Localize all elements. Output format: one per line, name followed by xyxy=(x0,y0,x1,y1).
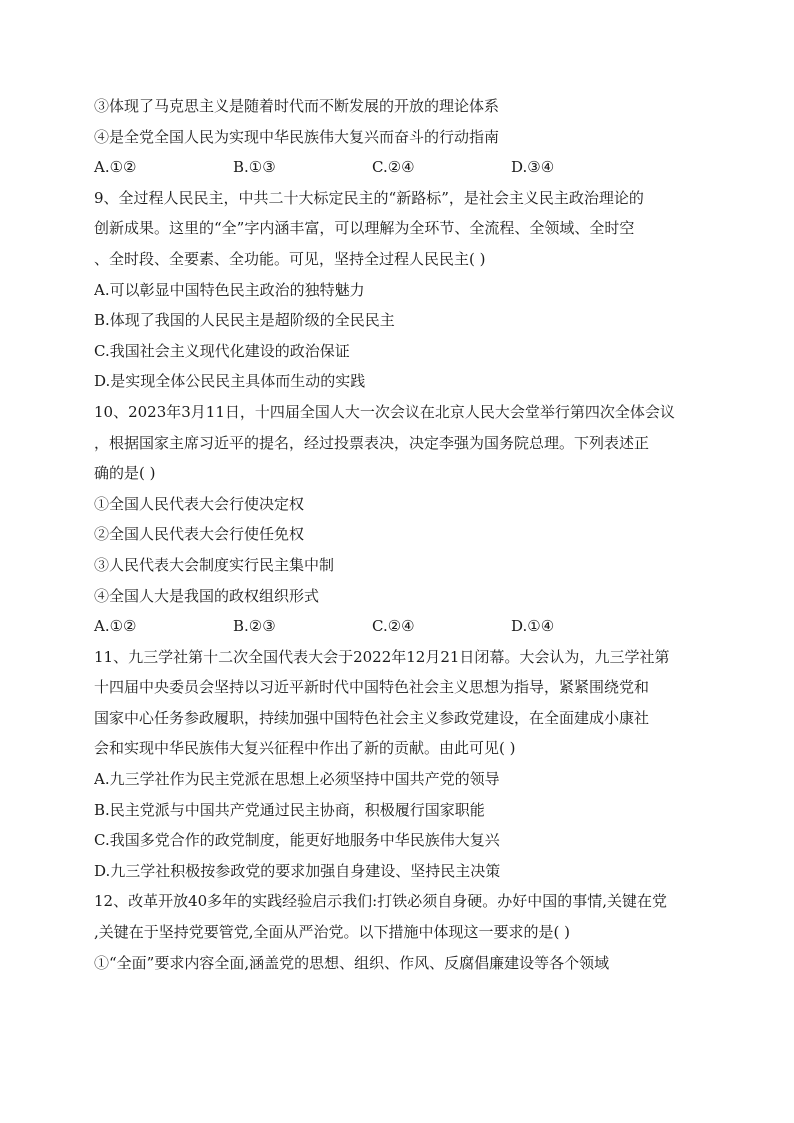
page-content xyxy=(94,91,704,978)
q12-statement-1: ①“全面”要求内容全面,涵盖党的思想、组织、作风、反腐倡廉建设等各个领域 xyxy=(94,953,610,972)
q9-option-a: A.可以彰显中国特色民主政治的独特魅力 xyxy=(94,280,365,299)
q10-option-c: C.②④ xyxy=(372,617,415,636)
q9-stem-line-2: 创新成果。这里的“全”字内涵丰富，可以理解为全环节、全流程、全领域、全时空 xyxy=(94,219,635,238)
q9-option-d: D.是实现全体公民民主具体而生动的实践 xyxy=(94,372,366,391)
q11-stem-line-1: 11、九三学社第十二次全国代表大会于2022年12月21日闭幕。大会认为，九三学社第 xyxy=(94,647,670,666)
q8-option-a: A.①② xyxy=(94,158,137,177)
q10-stem-line-2: ，根据国家主席习近平的提名，经过投票表决，决定李强为国务院总理。下列表述正 xyxy=(94,433,650,452)
q12-stem-line-2: ,关键在于坚持党要管党,全面从严治党。以下措施中体现这一要求的是( ) xyxy=(94,923,571,942)
q8-statement-3: ③体现了马克思主义是随着时代而不断发展的开放的理论体系 xyxy=(94,97,500,115)
q11-stem-line-4: 会和实现中华民族伟大复兴征程中作出了新的贡献。由此可见( ) xyxy=(94,739,516,758)
q9-stem-line-3: 、全时段、全要素、全功能。可见，坚持全过程人民民主( ) xyxy=(94,249,486,268)
q11-stem-line-2: 十四届中央委员会坚持以习近平新时代中国特色社会主义思想为指导，紧紧围绕党和 xyxy=(94,678,650,697)
q11-option-c: C.我国多党合作的政党制度，能更好地服务中华民族伟大复兴 xyxy=(94,831,500,850)
q8-option-b: B.①③ xyxy=(233,158,276,177)
q10-option-d: D.①④ xyxy=(511,617,555,636)
q11-option-d: D.九三学社积极按参政党的要求加强自身建设、坚持民主决策 xyxy=(94,861,501,880)
q11-option-a: A.九三学社作为民主党派在思想上必须坚持中国共产党的领导 xyxy=(94,770,500,789)
q9-option-c: C.我国社会主义现代化建设的政治保证 xyxy=(94,341,350,360)
q10-option-a: A.①② xyxy=(94,617,137,636)
q9-stem-line-1: 9、全过程人民民主，中共二十大标定民主的“新路标”，是社会主义民主政治理论的 xyxy=(94,188,644,207)
q10-options xyxy=(94,611,704,642)
q8-statement-4: ④是全党全国人民为实现中华民族伟大复兴而奋斗的行动指南 xyxy=(94,127,500,146)
q10-statement-1: ①全国人民代表大会行使决定权 xyxy=(94,494,305,513)
q10-option-b: B.②③ xyxy=(233,617,276,636)
q10-stem-line-3: 确的是( ) xyxy=(94,464,156,483)
q9-option-b: B.体现了我国的人民民主是超阶级的全民民主 xyxy=(94,311,395,330)
q10-statement-2: ②全国人民代表大会行使任免权 xyxy=(94,525,305,544)
q10-statement-4: ④全国人大是我国的政权组织形式 xyxy=(94,586,320,605)
q8-options xyxy=(94,152,704,183)
q10-stem-line-1: 10、2023年3月11日，十四届全国人大一次会议在北京人民大会堂举行第四次全体会议 xyxy=(94,402,675,421)
q8-option-c: C.②④ xyxy=(372,158,415,177)
q12-stem-line-1: 12、改革开放40多年的实践经验启示我们:打铁必须自身硬。办好中国的事情,关键在党 xyxy=(94,892,667,911)
q8-option-d: D.③④ xyxy=(511,158,555,177)
q11-stem-line-3: 国家中心任务参政履职，持续加强中国特色社会主义参政党建设，在全面建成小康社 xyxy=(94,708,650,727)
q11-option-b: B.民主党派与中国共产党通过民主协商，积极履行国家职能 xyxy=(94,800,485,819)
q10-statement-3: ③人民代表大会制度实行民主集中制 xyxy=(94,555,335,574)
